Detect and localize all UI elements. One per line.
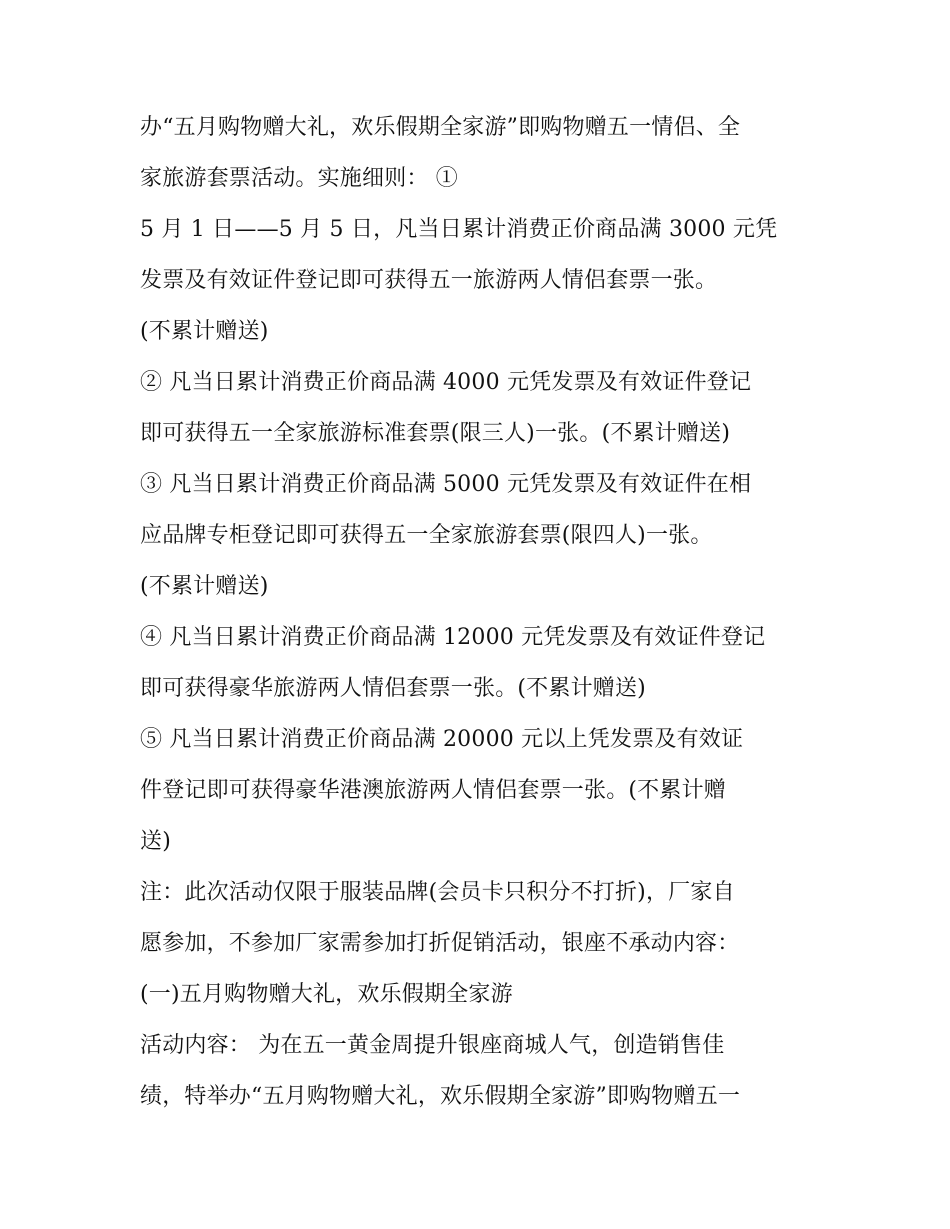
text-line: ② 凡当日累计消费正价商品满 4000 元凭发票及有效证件登记 bbox=[140, 370, 752, 395]
body-text bbox=[140, 102, 820, 1122]
text-line: (不累计赠送) bbox=[140, 574, 269, 599]
text-line: 即可获得五一全家旅游标准套票(限三人)一张。(不累计赠送) bbox=[140, 421, 731, 446]
text-line: 5 月 1 日——5 月 5 日，凡当日累计消费正价商品满 3000 元凭 bbox=[140, 217, 778, 242]
text-line: (一)五月购物赠大礼，欢乐假期全家游 bbox=[140, 982, 513, 1007]
text-line: ③ 凡当日累计消费正价商品满 5000 元凭发票及有效证件在相 bbox=[140, 472, 752, 497]
text-line: 注：此次活动仅限于服装品牌(会员卡只积分不打折)，厂家自 bbox=[140, 880, 735, 905]
text-line: (不累计赠送) bbox=[140, 319, 269, 344]
text-line: 办“五月购物赠大礼，欢乐假期全家游”即购物赠五一情侣、全 bbox=[140, 115, 741, 140]
text-line: ④ 凡当日累计消费正价商品满 12000 元凭发票及有效证件登记 bbox=[140, 625, 766, 650]
text-line: 件登记即可获得豪华港澳旅游两人情侣套票一张。(不累计赠 bbox=[140, 778, 726, 803]
text-line: 愿参加，不参加厂家需参加打折促销活动，银座不承动内容： bbox=[140, 931, 740, 956]
text-line: 家旅游套票活动。实施细则： ① bbox=[140, 166, 458, 191]
text-line: 活动内容： 为在五一黄金周提升银座商城人气，创造销售佳 bbox=[140, 1033, 725, 1058]
text-line: 即可获得豪华旅游两人情侣套票一张。(不累计赠送) bbox=[140, 676, 646, 701]
text-line: 应品牌专柜登记即可获得五一全家旅游套票(限四人)一张。 bbox=[140, 523, 713, 548]
text-line: ⑤ 凡当日累计消费正价商品满 20000 元以上凭发票及有效证 bbox=[140, 727, 744, 752]
text-line: 绩，特举办“五月购物赠大礼，欢乐假期全家游”即购物赠五一 bbox=[140, 1084, 741, 1109]
text-line: 送) bbox=[140, 829, 171, 854]
text-line: 发票及有效证件登记即可获得五一旅游两人情侣套票一张。 bbox=[140, 268, 718, 293]
